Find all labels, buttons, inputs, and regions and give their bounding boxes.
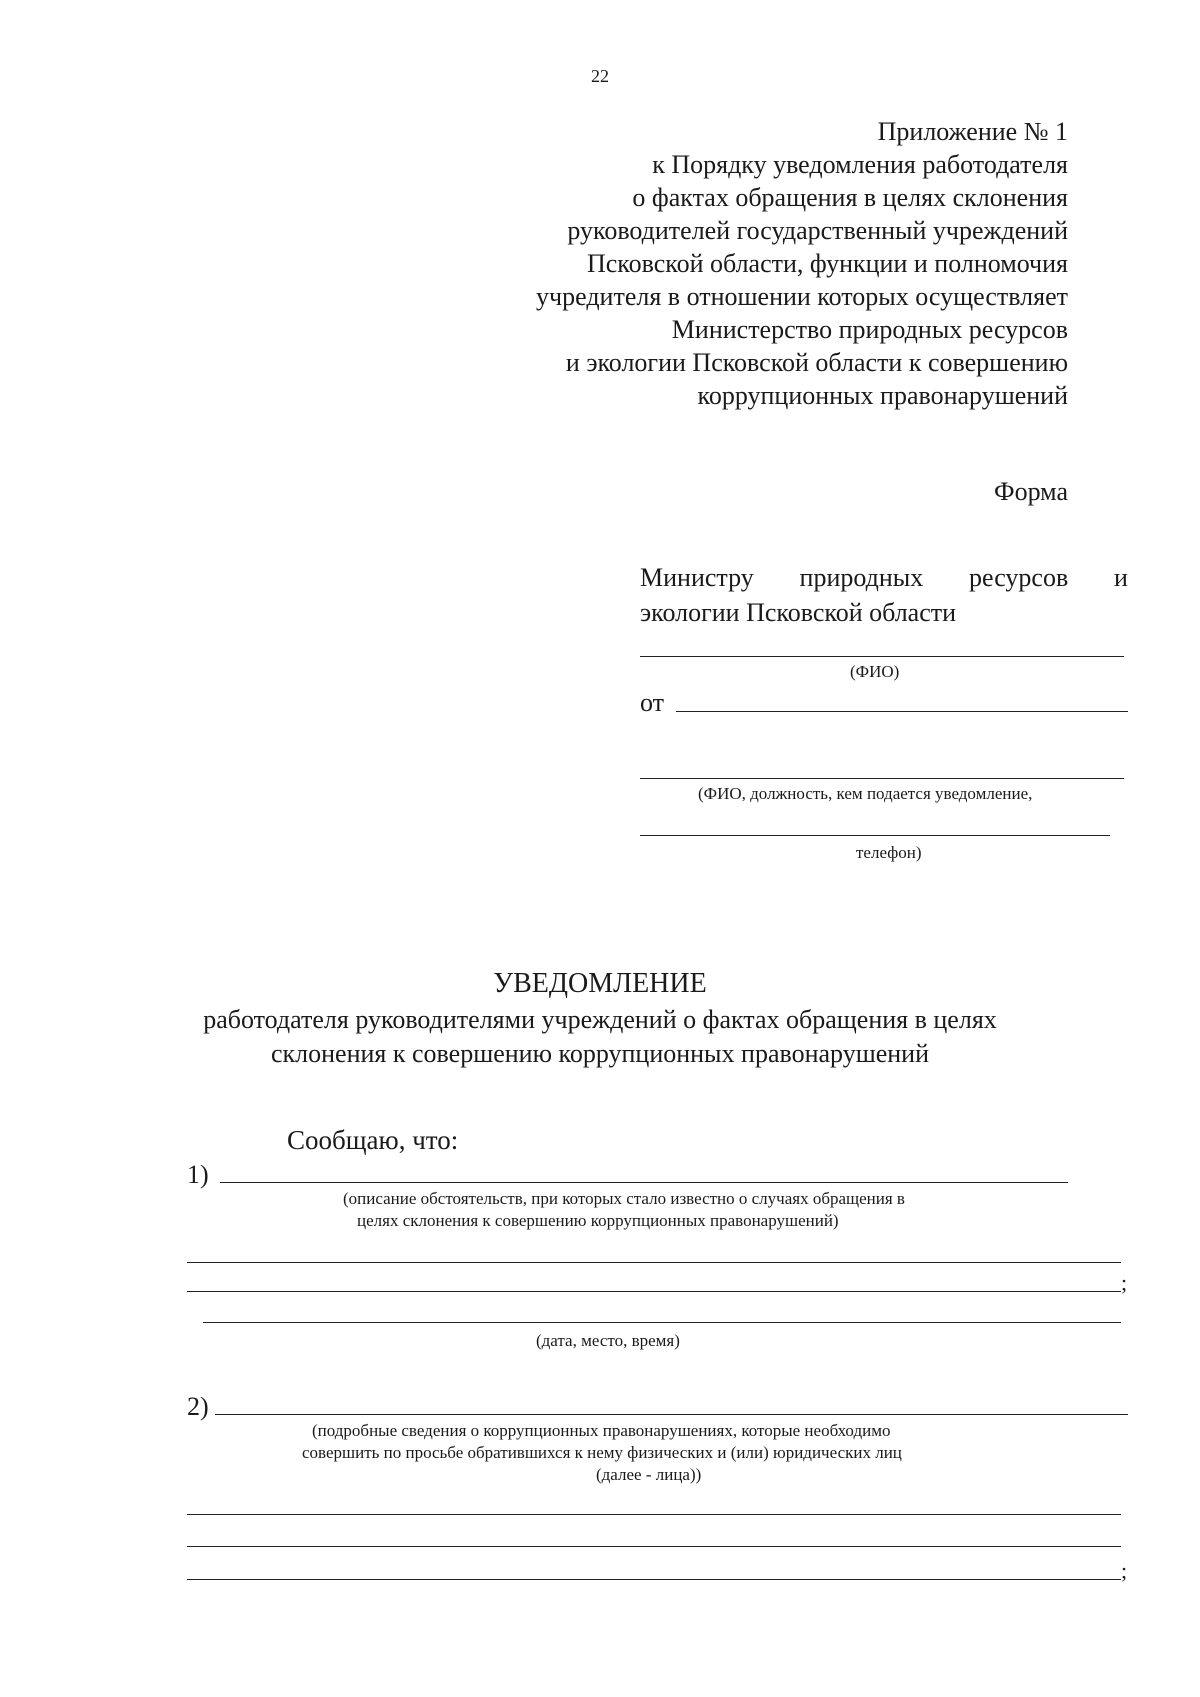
item-2-line[interactable] bbox=[215, 1414, 1128, 1415]
annex-line: о фактах обращения в целях склонения bbox=[632, 183, 1068, 212]
item-1-continuation-line[interactable] bbox=[187, 1262, 1121, 1263]
addressee-line-2: экологии Псковской области bbox=[640, 598, 957, 627]
annex-line: Приложение № 1 bbox=[877, 117, 1068, 146]
from-label: от bbox=[640, 688, 665, 717]
notice-subtitle-line-1: работодателя руководителями учреждений о фактах обращения в целях bbox=[203, 1005, 997, 1034]
item-1-continuation-line[interactable] bbox=[187, 1291, 1121, 1292]
item-2-number: 2) bbox=[187, 1392, 209, 1421]
sender-caption: (ФИО, должность, кем подается уведомление, bbox=[698, 784, 1033, 803]
item-1-number: 1) bbox=[187, 1160, 209, 1189]
sender-line[interactable] bbox=[676, 711, 1128, 712]
addressee-word: ресурсов bbox=[969, 563, 1069, 592]
form-label: Форма bbox=[994, 477, 1068, 506]
addressee-word: Министру bbox=[640, 563, 754, 592]
annex-header bbox=[428, 115, 1068, 412]
sender-details-line[interactable] bbox=[640, 778, 1124, 779]
item-1-date-line[interactable] bbox=[203, 1322, 1121, 1323]
item-1-date-caption: (дата, место, время) bbox=[536, 1331, 680, 1350]
item-1-caption-line-2: целях склонения к совершению коррупционных правонарушений) bbox=[357, 1211, 839, 1230]
item-1-line[interactable] bbox=[220, 1182, 1068, 1183]
page-number: 22 bbox=[591, 66, 609, 86]
annex-line: к Порядку уведомления работодателя bbox=[652, 150, 1068, 179]
item-2-continuation-line[interactable] bbox=[187, 1546, 1121, 1547]
item-1-end-mark: ; bbox=[1121, 1270, 1128, 1295]
minister-fio-line[interactable] bbox=[640, 656, 1124, 657]
annex-line: и экологии Псковской области к совершению bbox=[565, 348, 1068, 377]
item-1-caption-line-1: (описание обстоятельств, при которых стало известно о случаях обращения в bbox=[343, 1189, 905, 1208]
annex-line: учредителя в отношении которых осуществляет bbox=[536, 282, 1068, 311]
item-2-continuation-line[interactable] bbox=[187, 1579, 1121, 1580]
phone-caption: телефон) bbox=[856, 843, 922, 862]
item-2-caption-line-2: совершить по просьбе обратившихся к нему физических и (или) юридических лиц bbox=[302, 1443, 902, 1462]
annex-line: Министерство природных ресурсов bbox=[671, 315, 1068, 344]
addressee-word: и bbox=[1114, 563, 1128, 592]
phone-line[interactable] bbox=[640, 835, 1110, 836]
lead-text: Сообщаю, что: bbox=[287, 1125, 459, 1155]
annex-line: руководителей государственный учреждений bbox=[567, 216, 1068, 245]
item-2-caption-line-3: (далее - лица)) bbox=[596, 1465, 702, 1484]
item-2-end-mark: ; bbox=[1121, 1558, 1128, 1583]
annex-line: коррупционных правонарушений bbox=[697, 381, 1068, 410]
notice-title: УВЕДОМЛЕНИЕ bbox=[493, 968, 707, 999]
addressee-word: природных bbox=[799, 563, 924, 592]
annex-line: Псковской области, функции и полномочия bbox=[586, 249, 1068, 278]
fio-caption: (ФИО) bbox=[850, 662, 900, 681]
addressee-line-1 bbox=[640, 563, 1128, 593]
notice-subtitle-line-2: склонения к совершению коррупционных правонарушений bbox=[270, 1039, 929, 1068]
item-2-continuation-line[interactable] bbox=[187, 1514, 1121, 1515]
item-2-caption-line-1: (подробные сведения о коррупционных правонарушениях, которые необходимо bbox=[312, 1421, 891, 1440]
